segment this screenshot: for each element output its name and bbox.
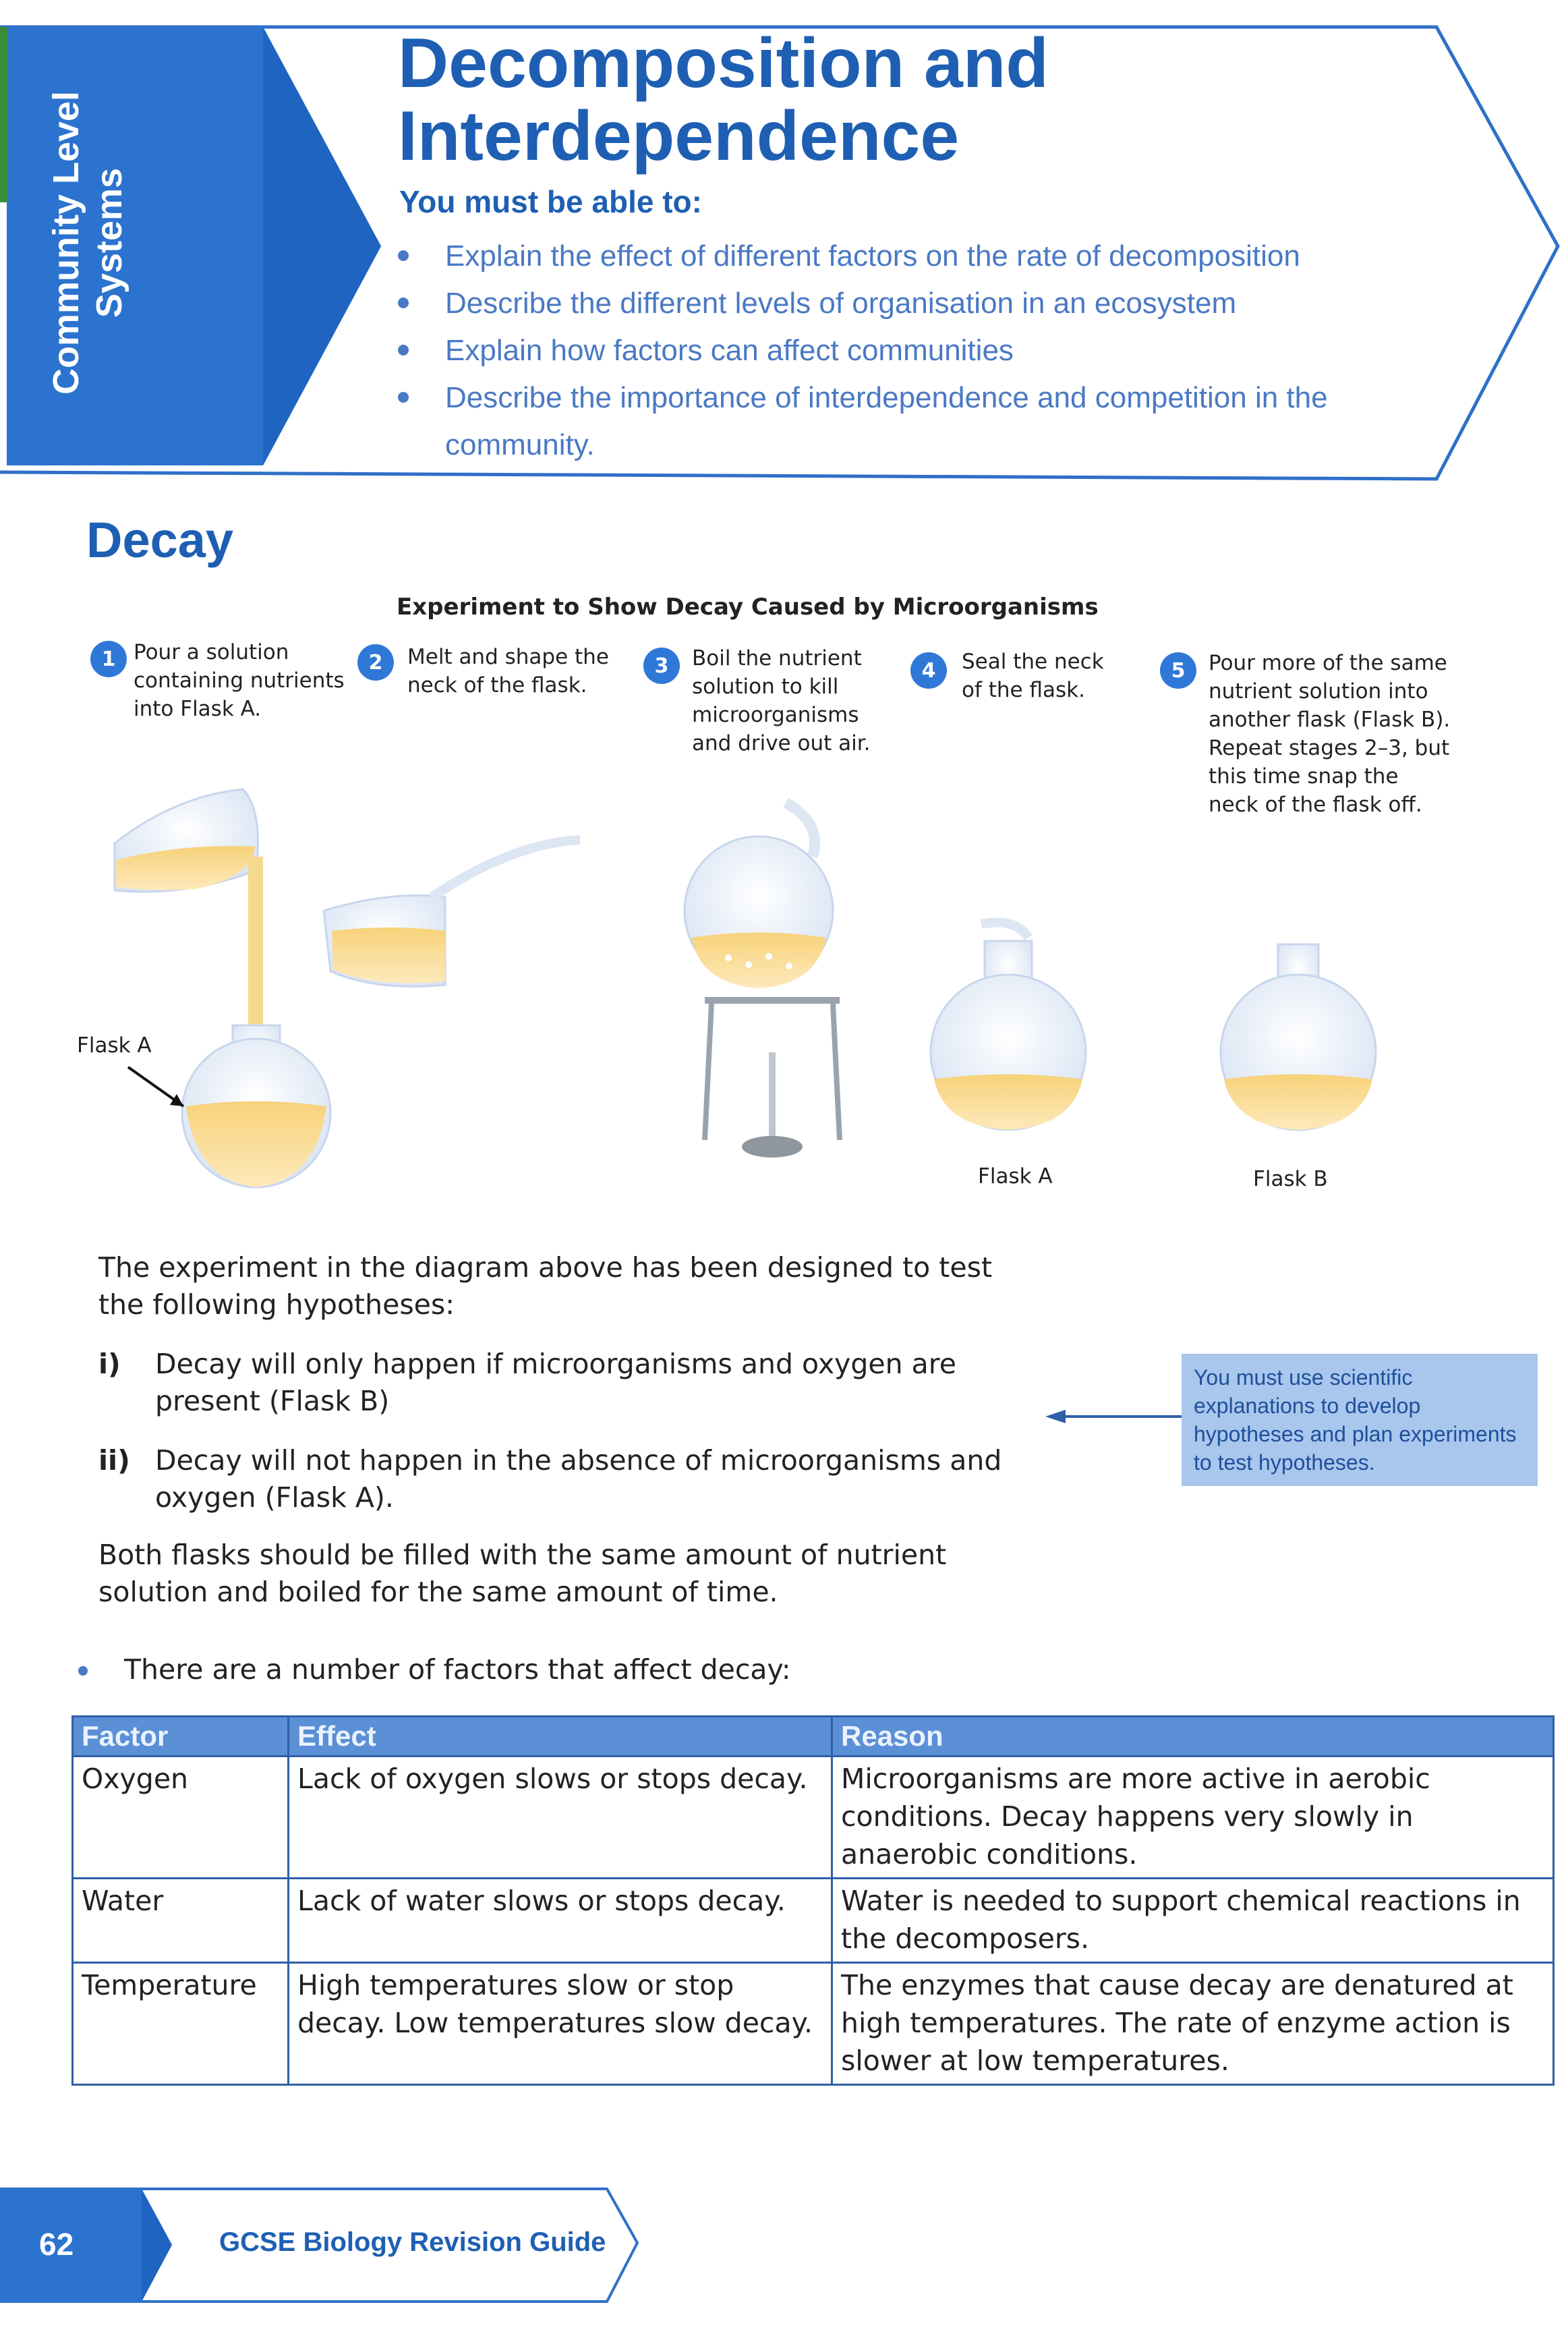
factors-table bbox=[71, 1715, 1555, 2086]
hypothesis-2-number: ii) bbox=[98, 1444, 130, 1477]
header-factor: Factor bbox=[73, 1717, 289, 1756]
step-badge-3: 3 bbox=[643, 648, 680, 684]
section-label-line2: Systems bbox=[89, 167, 129, 318]
step-badge-2: 2 bbox=[357, 644, 394, 681]
step-2-text: Melt and shape the neck of the flask. bbox=[407, 645, 609, 697]
hypothesis-1-number: i) bbox=[98, 1348, 121, 1380]
tip-box: You must use scientific explanations to develop hypotheses and plan experiments to test hypotheses. bbox=[1182, 1354, 1538, 1486]
objective-item: Explain how factors can affect communities bbox=[391, 327, 1396, 374]
table-row bbox=[73, 1756, 1554, 1879]
page-number: 62 bbox=[39, 2227, 74, 2262]
page-title-line2: Interdependence bbox=[398, 97, 960, 175]
flask-a-sealed-label: Flask A bbox=[978, 1164, 1053, 1189]
header-effect: Effect bbox=[289, 1717, 832, 1756]
experiment-title: Experiment to Show Decay Caused by Microorganisms bbox=[397, 594, 1099, 621]
step-5-text: Pour more of the same nutrient solution into another flask (Flask B). Repeat stages 2–3, but this time snap the neck of the flask off. bbox=[1209, 651, 1451, 817]
header-reason: Reason bbox=[832, 1717, 1554, 1756]
pouring-beaker-icon bbox=[115, 789, 263, 1052]
table-cell: Lack of oxygen slows or stops decay. bbox=[289, 1756, 832, 1879]
table-cell: Microorganisms are more active in aerobic conditions. Decay happens very slowly in anaerobic conditions. bbox=[832, 1756, 1554, 1879]
table-cell: The enzymes that cause decay are denatured at high temperatures. The rate of enzyme action is slower at low temperatures. bbox=[832, 1963, 1554, 2085]
step-badge-5: 5 bbox=[1160, 652, 1196, 689]
table-row bbox=[73, 1879, 1554, 1963]
objectives-heading: You must be able to: bbox=[399, 184, 702, 219]
table-row bbox=[73, 1963, 1554, 2085]
step-badge-4: 4 bbox=[910, 652, 947, 689]
objective-item: Describe the importance of interdependence and competition in the community. bbox=[391, 374, 1396, 469]
table-cell: Water bbox=[73, 1879, 289, 1963]
table-header-row bbox=[73, 1717, 1554, 1756]
table-cell: High temperatures slow or stop decay. Low temperatures slow decay. bbox=[289, 1963, 832, 2085]
bullet-icon bbox=[78, 1666, 88, 1676]
flask-a-pour-label: Flask A bbox=[77, 1033, 152, 1058]
table-cell: Oxygen bbox=[73, 1756, 289, 1879]
footer-book-title: GCSE Biology Revision Guide bbox=[219, 2227, 606, 2257]
hypothesis-2-text: Decay will not happen in the absence of microorganisms and oxygen (Flask A). bbox=[155, 1444, 1002, 1514]
step-badge-1: 1 bbox=[90, 641, 127, 677]
decay-heading: Decay bbox=[86, 512, 234, 568]
flask-b-icon bbox=[1221, 944, 1376, 1130]
table-cell: Water is needed to support chemical reactions in the decomposers. bbox=[832, 1879, 1554, 1963]
flask-b-label: Flask B bbox=[1253, 1167, 1328, 1191]
melted-neck-flask-icon bbox=[324, 840, 580, 987]
section-label-line1: Community Level bbox=[46, 90, 86, 395]
page-title-line1: Decomposition and bbox=[398, 24, 1049, 103]
hypotheses-conclusion: Both flasks should be filled with the same amount of nutrient solution and boiled for the same amount of time. bbox=[98, 1539, 947, 1608]
factors-intro: There are a number of factors that affect decay: bbox=[124, 1653, 791, 1686]
step-1-text: Pour a solution containing nutrients into Flask A. bbox=[134, 640, 345, 721]
table-cell: Temperature bbox=[73, 1963, 289, 2085]
table-cell: Lack of water slows or stops decay. bbox=[289, 1879, 832, 1963]
arrow-left-icon bbox=[1045, 1403, 1187, 1430]
sealed-flask-a-icon bbox=[931, 923, 1086, 1131]
objective-item: Explain the effect of different factors on the rate of decomposition bbox=[391, 233, 1396, 280]
objective-item: Describe the different levels of organisation in an ecosystem bbox=[391, 280, 1396, 327]
step-3-text: Boil the nutrient solution to kill microorganisms and drive out air. bbox=[692, 646, 871, 755]
flask-a-pour-icon bbox=[182, 1025, 330, 1187]
hypothesis-1-text: Decay will only happen if microorganisms and oxygen are present (Flask B) bbox=[155, 1348, 956, 1417]
tripod-stand-icon bbox=[705, 997, 840, 1158]
hypotheses-intro: The experiment in the diagram above has been designed to test the following hypotheses: bbox=[98, 1251, 993, 1321]
step-4-text: Seal the neck of the flask. bbox=[962, 650, 1104, 702]
boiling-flask-icon bbox=[685, 803, 833, 988]
